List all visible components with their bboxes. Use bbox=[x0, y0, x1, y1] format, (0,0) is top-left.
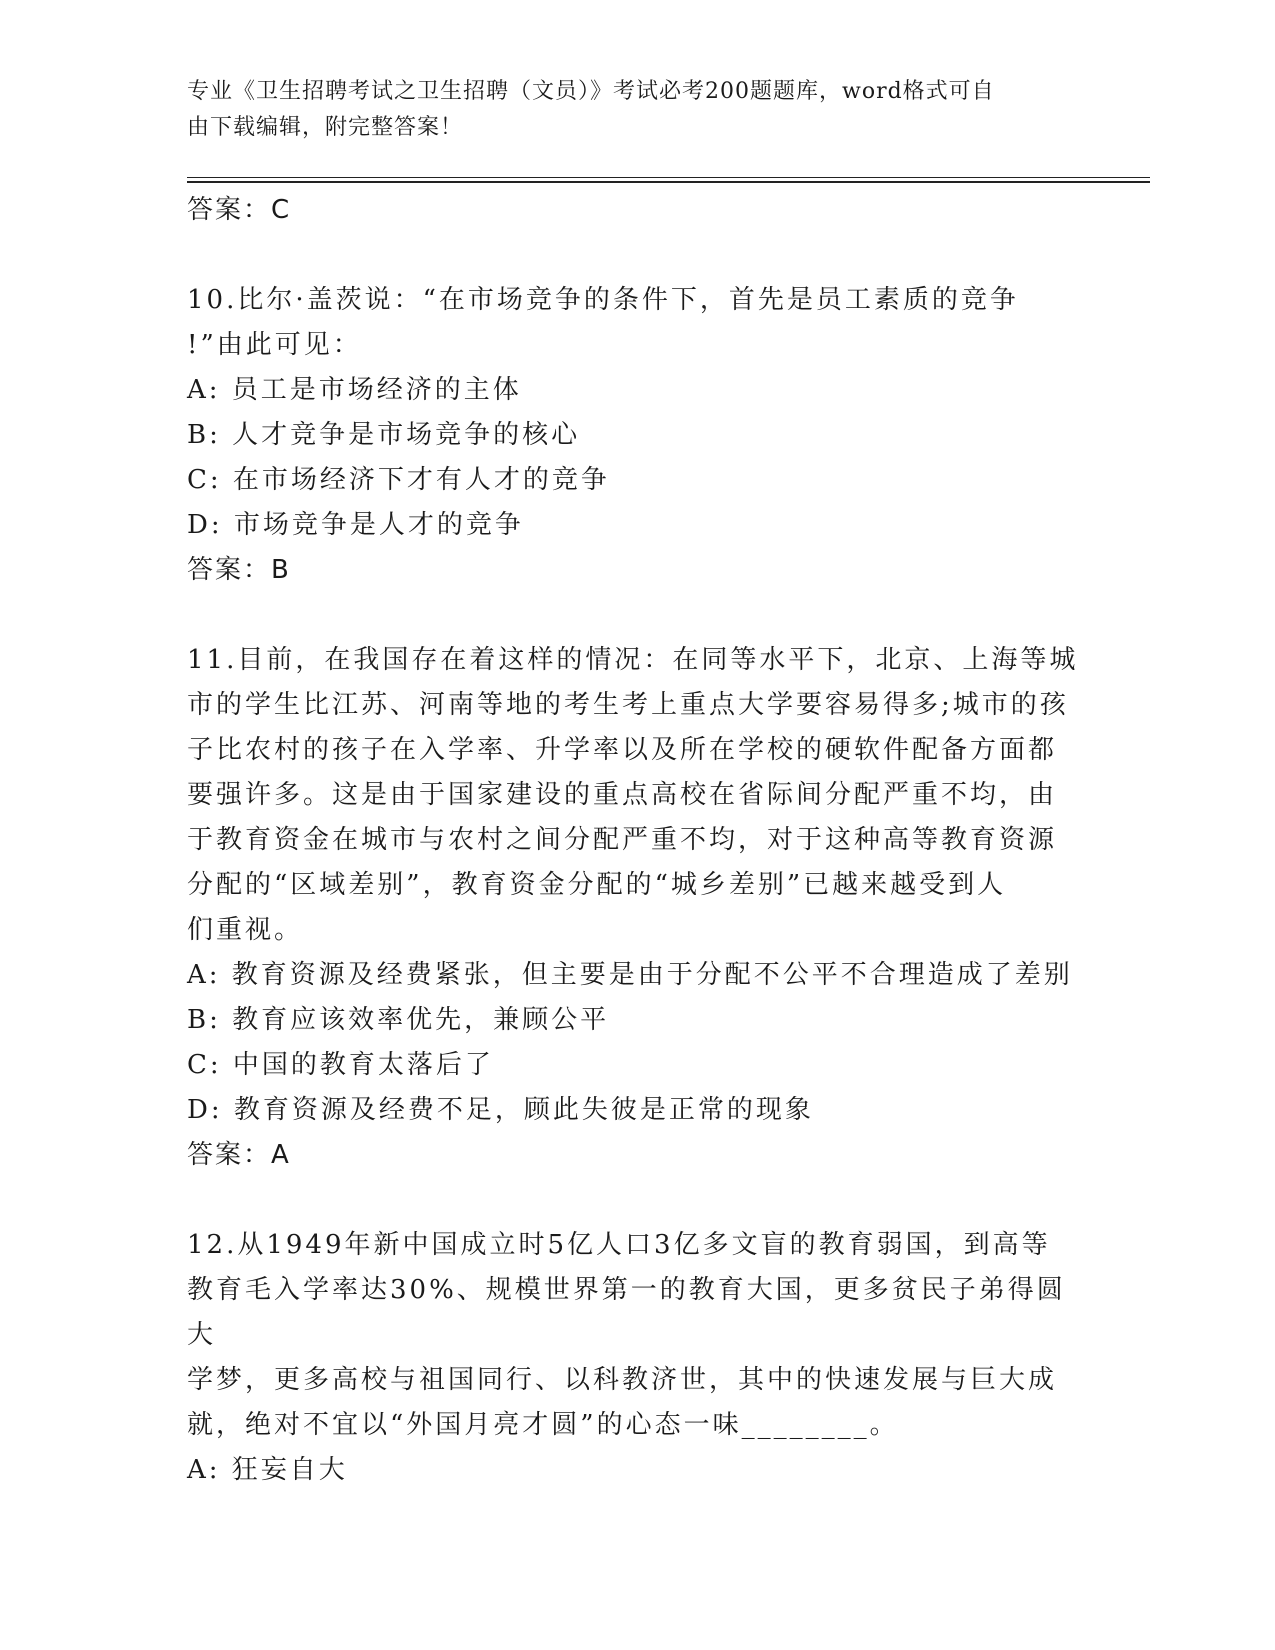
answer-11: 答案：A bbox=[187, 1140, 291, 1170]
question-11 bbox=[187, 638, 1087, 1178]
header-rule-thin bbox=[187, 177, 1150, 178]
page-header bbox=[187, 74, 1067, 146]
question-11-line: 要强许多。这是由于国家建设的重点高校在省际间分配严重不均，由 bbox=[187, 780, 1058, 810]
header-line-2: 由下载编辑，附完整答案！ bbox=[187, 115, 464, 140]
question-10-line-2: !”由此可见： bbox=[187, 330, 362, 360]
question-11-line: 11.目前，在我国存在着这样的情况：在同等水平下，北京、上海等城 bbox=[187, 645, 1079, 675]
header-rule-thick bbox=[187, 181, 1150, 183]
page-content bbox=[187, 188, 1087, 1493]
spacer bbox=[187, 593, 1087, 638]
question-12-option-a: A: 狂妄自大 bbox=[187, 1455, 348, 1485]
question-12-line: 学梦，更多高校与祖国同行、以科教济世，其中的快速发展与巨大成 bbox=[187, 1365, 1058, 1395]
question-11-line: 子比农村的孩子在入学率、升学率以及所在学校的硬软件配备方面都 bbox=[187, 735, 1058, 765]
question-11-line: 们重视。 bbox=[187, 915, 304, 945]
question-10-option-d: D: 市场竞争是人才的竞争 bbox=[187, 510, 524, 540]
question-12-line: 教育毛入学率达30%、规模世界第一的教育大国，更多贫民子弟得圆大 bbox=[187, 1275, 1066, 1350]
question-10-line-1: 10.比尔·盖茨说：“在市场竞争的条件下，首先是员工素质的竞争 bbox=[187, 285, 1019, 315]
answer-9: 答案：C bbox=[187, 195, 292, 225]
question-12 bbox=[187, 1223, 1087, 1493]
question-12-line: 12.从1949年新中国成立时5亿人口3亿多文盲的教育弱国，到高等 bbox=[187, 1230, 1051, 1260]
question-11-option-c: C: 中国的教育太落后了 bbox=[187, 1050, 494, 1080]
question-11-line: 于教育资金在城市与农村之间分配严重不均，对于这种高等教育资源 bbox=[187, 825, 1058, 855]
question-11-option-d: D: 教育资源及经费不足，顾此失彼是正常的现象 bbox=[187, 1095, 814, 1125]
spacer bbox=[187, 1178, 1087, 1223]
header-line-1: 专业《卫生招聘考试之卫生招聘（文员）》考试必考200题题库，word格式可自 bbox=[187, 79, 995, 104]
question-10 bbox=[187, 278, 1087, 593]
question-11-line: 市的学生比江苏、河南等地的考生考上重点大学要容易得多;城市的孩 bbox=[187, 690, 1069, 720]
question-11-line: 分配的“区域差别”，教育资金分配的“城乡差别”已越来越受到人 bbox=[187, 870, 1007, 900]
question-11-option-a: A: 教育资源及经费紧张，但主要是由于分配不公平不合理造成了差别 bbox=[187, 960, 1073, 990]
spacer bbox=[187, 233, 1087, 278]
question-10-option-b: B: 人才竞争是市场竞争的核心 bbox=[187, 420, 581, 450]
question-10-option-c: C: 在市场经济下才有人才的竞争 bbox=[187, 465, 610, 495]
question-12-line: 就，绝对不宜以“外国月亮才圆”的心态一味________。 bbox=[187, 1410, 899, 1440]
question-11-option-b: B: 教育应该效率优先，兼顾公平 bbox=[187, 1005, 610, 1035]
question-10-option-a: A: 员工是市场经济的主体 bbox=[187, 375, 522, 405]
answer-10: 答案：B bbox=[187, 555, 291, 585]
